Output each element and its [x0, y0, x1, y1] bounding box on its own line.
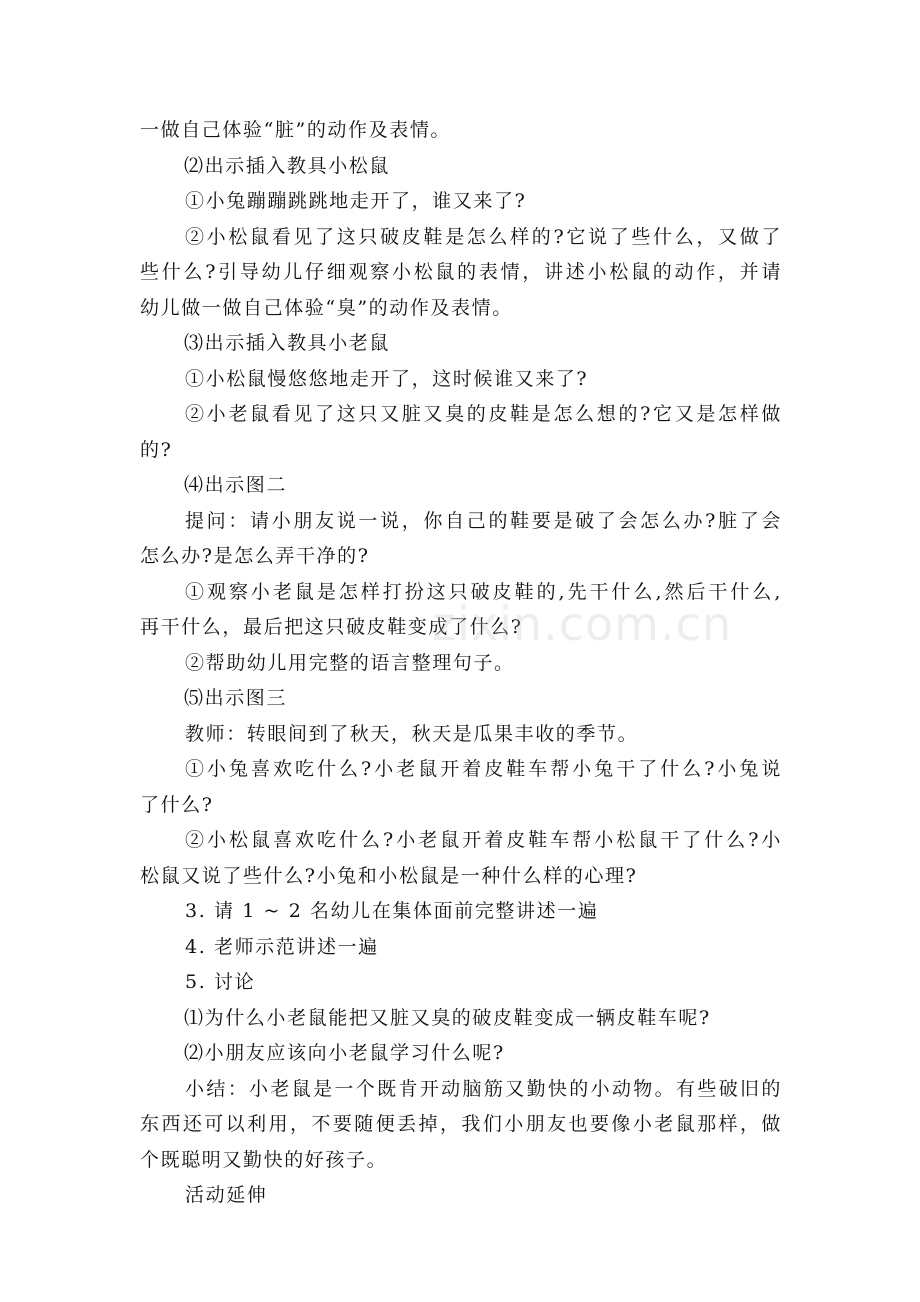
text-line: ⑵小朋友应该向小老鼠学习什么呢? [184, 1042, 505, 1064]
text-line: ①小松鼠慢悠悠地走开了，这时候谁又来了? [185, 367, 589, 390]
text-line: ②小松鼠看见了这只破皮鞋是怎么样的?它说了些什么，又做了 [185, 225, 782, 248]
text-line: 4. 老师示范讲述一遍 [185, 935, 379, 958]
text-line: ①小兔蹦蹦跳跳地走开了，谁又来了? [185, 190, 527, 212]
text-line: 幼儿做一做自己体验“臭”的动作及表情。 [140, 296, 513, 319]
text-line: ①小兔喜欢吃什么?小老鼠开着皮鞋车帮小兔干了什么?小兔说 [185, 758, 782, 780]
text-line: ②小松鼠喜欢吃什么?小老鼠开着皮鞋车帮小松鼠干了什么?小 [185, 829, 782, 851]
text-line: 一做自己体验“脏”的动作及表情。 [140, 119, 452, 141]
text-line: 东西还可以利用，不要随便丢掉，我们小朋友也要像小老鼠那样，做 [140, 1113, 782, 1135]
text-line: 5. 讨论 [185, 971, 256, 993]
text-line: ①观察小老鼠是怎样打扮这只破皮鞋的,先干什么,然后干什么, [185, 580, 782, 603]
watermark-text: zixin.com.cn [432, 597, 733, 651]
text-line: 些什么?引导幼儿仔细观察小松鼠的表情，讲述小松鼠的动作，并请 [140, 261, 782, 283]
text-line: 教师：转眼间到了秋天，秋天是瓜果丰收的季节。 [185, 722, 639, 745]
text-line: ⑶出示插入教具小老鼠 [184, 332, 391, 354]
text-line: ②小老鼠看见了这只又脏又臭的皮鞋是怎么想的?它又是怎样做 [185, 403, 782, 425]
text-line: 松鼠又说了些什么?小兔和小松鼠是一种什么样的心理? [140, 864, 638, 887]
text-line: ⑷出示图二 [184, 474, 288, 496]
text-line: ⑴为什么小老鼠能把又脏又臭的破皮鞋变成一辆皮鞋车呢? [184, 1006, 711, 1029]
text-line: 活动延伸 [185, 1184, 268, 1206]
document-body [140, 113, 782, 1214]
text-line: 提问：请小朋友说一说，你自己的鞋要是破了会怎么办?脏了会 [185, 509, 782, 532]
text-line: 的? [140, 438, 173, 461]
text-line: 个既聪明又勤快的好孩子。 [140, 1148, 388, 1171]
text-line: ②帮助幼儿用完整的语言整理句子。 [185, 651, 515, 674]
text-line: 小结：小老鼠是一个既肯开动脑筋又勤快的小动物。有些破旧的 [185, 1077, 782, 1100]
text-line: 再干什么，最后把这只破皮鞋变成了什么? [140, 616, 523, 638]
text-line: ⑸出示图三 [184, 687, 288, 709]
text-line: 怎么办?是怎么弄干净的? [140, 545, 370, 567]
text-line: 3. 请 1 ~ 2 名幼儿在集体面前完整讲述一遍 [185, 900, 599, 922]
text-line: 了什么? [140, 793, 214, 816]
text-line: ⑵出示插入教具小松鼠 [184, 154, 391, 177]
